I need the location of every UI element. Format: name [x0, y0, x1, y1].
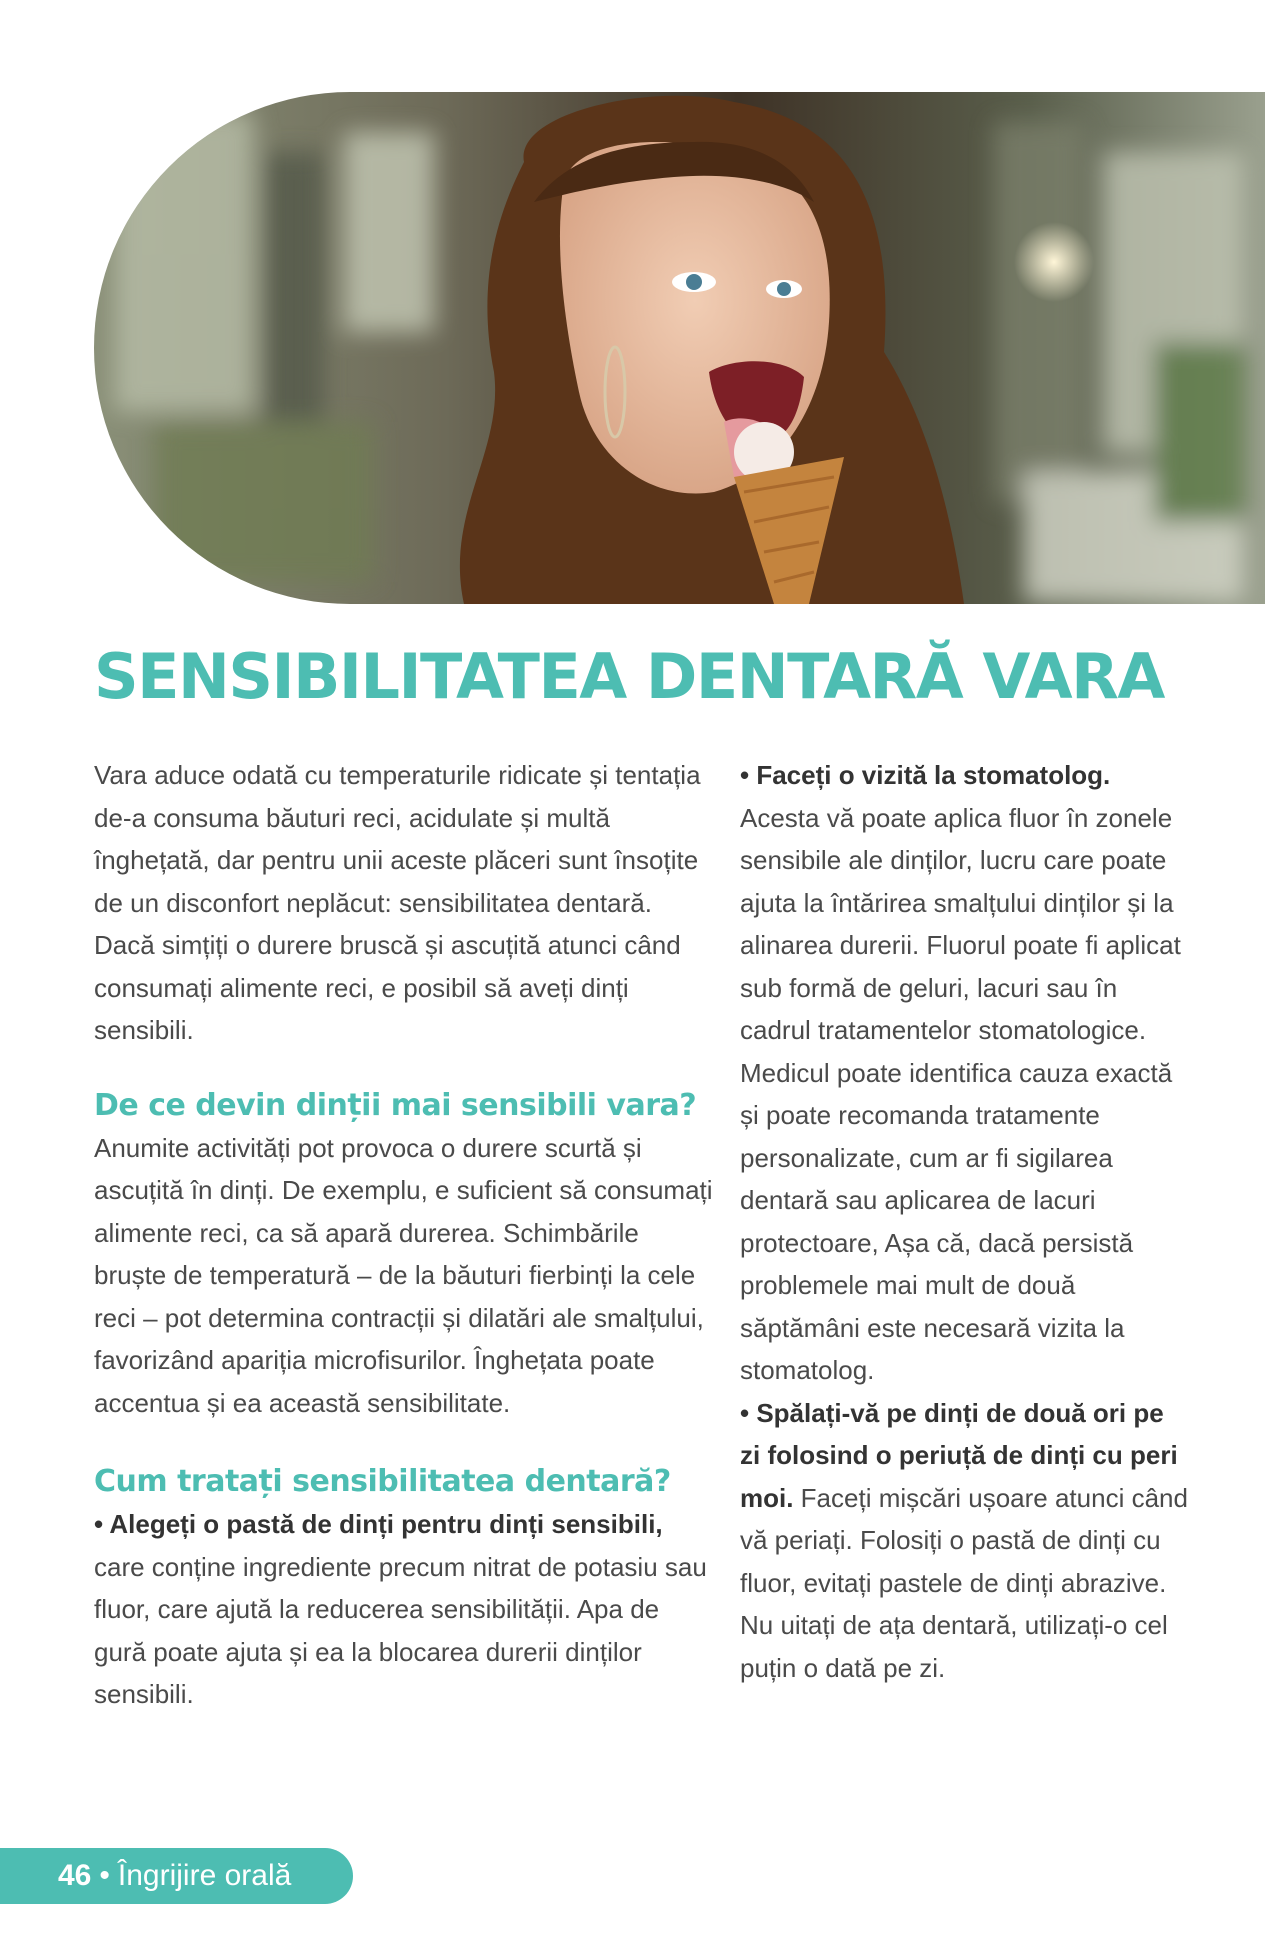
tip-dentist	[740, 754, 1190, 1392]
tip-toothpaste	[94, 1503, 714, 1716]
page-number: 46	[58, 1859, 92, 1892]
intro-paragraph: Vara aduce odată cu temperaturile ridicate și tentația de-a consuma băuturi reci, acidulate și multă înghețată, dar pentru unii aceste plăceri sunt însoțite de un disconfort neplăcut: sensibilitatea dentară. Dacă simțiți o durere bruscă și ascuțită atunci când consumați alimente reci, e posibil să aveți dinți sensibili.	[94, 760, 701, 1045]
page-title: SENSIBILITATEA DENTARĂ VARA	[94, 640, 1164, 713]
left-column	[94, 754, 714, 1716]
woman-eating-ice-cream-image	[94, 92, 1265, 604]
tip-toothpaste-bold: • Alegeți o pastă de dinți pentru dinți sensibili,	[94, 1509, 663, 1539]
section-body-why: Anumite activități pot provoca o durere scurtă și ascuțită în dinți. De exemplu, e suficient să consumați alimente reci, ca să apară durerea. Schimbările bruște de temperatură – de la băuturi fierbinți la cele reci – pot determina contracții și dilatări ale smalțului, favorizând apariția microfisurilor. Înghețata poate accentua și ea această sensibilitate.	[94, 1132, 713, 1418]
tip-brushing	[740, 1392, 1190, 1690]
hero-photo	[94, 92, 1265, 604]
right-column	[740, 754, 1190, 1689]
tip-brushing-bold: • Spălați-vă pe dinți de două ori pe zi folosind o periuță de dinți cu peri moi.	[740, 1397, 1178, 1513]
tip-dentist-text: Acesta vă poate aplica fluor în zonele sensibile ale dinților, lucru care poate ajuta la întărirea smalțului dinților și la alinarea durerii. Fluorul poate fi aplicat sub formă de geluri, lacuri sau în cadrul tratamentelor stomatologice. Medicul poate identifica cauza exactă și poate recomanda tratamente personalizate, cum ar fi sigilarea dentară sau aplicarea de lacuri protectoare, Așa că, dacă persistă problemele mai mult de două săptămâni este necesară vizita la stomatolog.	[740, 802, 1181, 1385]
tip-brushing-text: Faceți mișcări ușoare atunci când vă periați. Folosiți o pastă de dinți cu fluor, evitați pastele de dinți abrazive. Nu uitați de ața dentară, utilizați-o cel puțin o dată pe zi.	[740, 1482, 1188, 1683]
tip-toothpaste-text: care conține ingrediente precum nitrat de potasiu sau fluor, care ajută la reducerea sensibilității. Apa de gură poate ajuta și ea la blocarea durerii dinților sensibili.	[94, 1551, 707, 1709]
section-name: Îngrijire orală	[117, 1859, 292, 1892]
section-heading-why: De ce devin dinții mai sensibili vara?	[94, 1087, 697, 1123]
page-footer-tab	[0, 1848, 353, 1904]
tip-dentist-bold: • Faceți o vizită la stomatolog.	[740, 760, 1111, 790]
section-heading-treatment: Cum tratați sensibilitatea dentară?	[94, 1464, 671, 1499]
footer-separator: •	[99, 1859, 110, 1892]
